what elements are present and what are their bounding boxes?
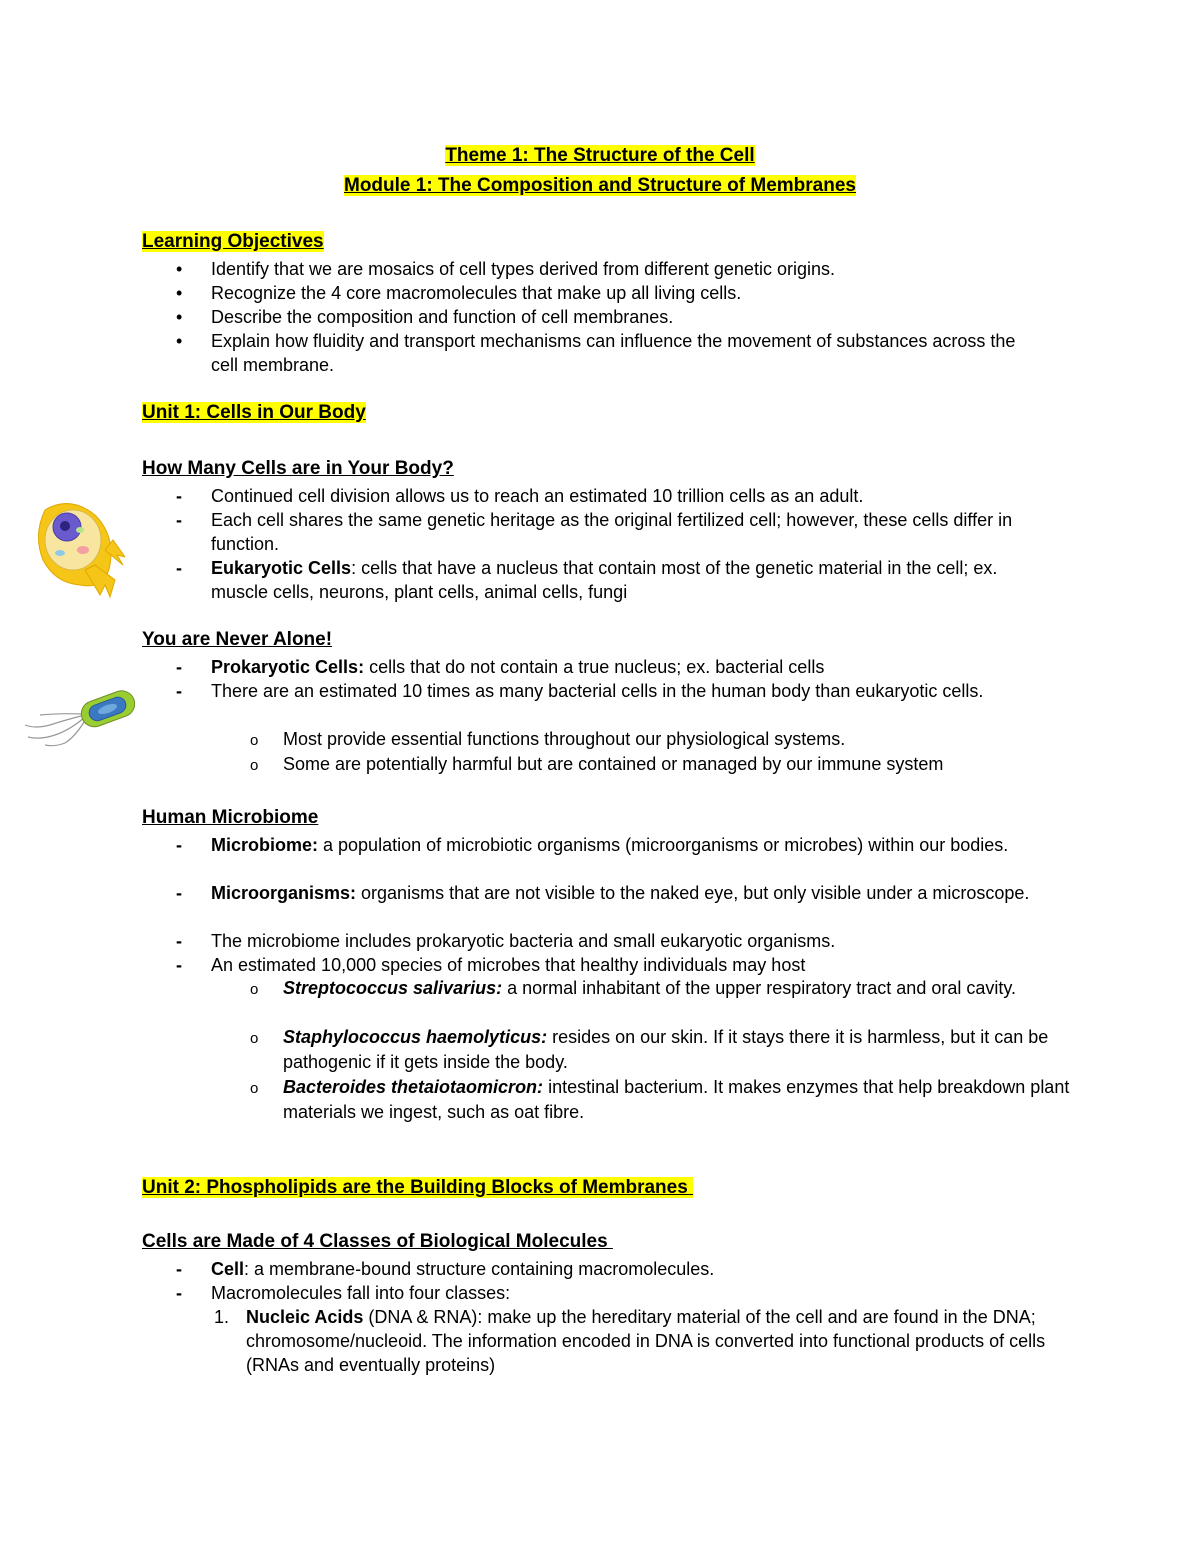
objective-item: Explain how fluidity and transport mechanisms can influence the movement of substances across the cell membrane. [211, 331, 1016, 375]
bacterium-icon [20, 685, 135, 750]
objective-item: Recognize the 4 core macromolecules that make up all living cells. [211, 283, 742, 303]
objective-item: Identify that we are mosaics of cell types derived from different genetic origins. [211, 259, 835, 279]
biological-molecules-heading: Cells are Made of 4 Classes of Biological Molecules [142, 1231, 613, 1252]
list-item: Prokaryotic Cells: cells that do not contain a true nucleus; ex. bacterial cells [211, 657, 825, 677]
how-many-cells-heading: How Many Cells are in Your Body? [142, 458, 454, 479]
circle-marker: o [250, 732, 259, 749]
bullet-marker: • [176, 331, 183, 351]
dash-marker: - [176, 510, 182, 530]
list-item: Macromolecules fall into four classes: [211, 1283, 511, 1303]
list-item: An estimated 10,000 species of microbes that healthy individuals may host [211, 955, 806, 975]
circle-marker: o [250, 981, 259, 998]
dash-marker: - [176, 883, 182, 903]
bullet-marker: • [176, 259, 183, 279]
sub-list-item: Some are potentially harmful but are contained or managed by our immune system [283, 754, 944, 774]
term: Eukaryotic Cells [211, 558, 352, 578]
dash-marker: - [176, 835, 182, 855]
dash-marker: - [176, 955, 182, 975]
species-name: Streptococcus salivarius: [283, 978, 503, 998]
dash-marker: - [176, 657, 182, 677]
dash-marker: - [176, 558, 182, 578]
dash-marker: - [176, 1259, 182, 1279]
eukaryotic-cell-icon [25, 495, 125, 600]
human-microbiome-heading: Human Microbiome [142, 807, 319, 828]
bullet-marker: • [176, 283, 183, 303]
circle-marker: o [250, 1030, 259, 1047]
circle-marker: o [250, 757, 259, 774]
term: Microbiome: [211, 835, 319, 855]
term: Nucleic Acids [246, 1307, 364, 1327]
theme-title: Theme 1: The Structure of the Cell [445, 145, 755, 166]
list-item: Cell: a membrane-bound structure containing macromolecules. [211, 1259, 715, 1279]
term: Microorganisms: [211, 883, 357, 903]
learning-objectives-heading: Learning Objectives [142, 231, 324, 252]
list-item: Continued cell division allows us to reach an estimated 10 trillion cells as an adult. [211, 486, 864, 506]
list-item: Eukaryotic Cells: cells that have a nucleus that contain most of the genetic material in the cell; ex. muscle cells, neurons, plant cells, animal cells, fungi [211, 558, 998, 602]
species-name: Staphylococcus haemolyticus: [283, 1027, 548, 1047]
module-title: Module 1: The Composition and Structure of Membranes [344, 175, 856, 196]
list-item: Microorganisms: organisms that are not visible to the naked eye, but only visible under a microscope. [211, 883, 1030, 903]
unit2-heading: Unit 2: Phospholipids are the Building Blocks of Membranes [142, 1177, 694, 1198]
list-item: There are an estimated 10 times as many bacterial cells in the human body than eukaryotic cells. [211, 681, 984, 701]
bullet-marker: • [176, 307, 183, 327]
number-marker: 1. [214, 1307, 230, 1327]
never-alone-heading: You are Never Alone! [142, 629, 333, 650]
circle-marker: o [250, 1080, 259, 1097]
species-name: Bacteroides thetaiotaomicron: [283, 1077, 544, 1097]
list-item: The microbiome includes prokaryotic bacteria and small eukaryotic organisms. [211, 931, 836, 951]
dash-marker: - [176, 1283, 182, 1303]
sub-list-item: Streptococcus salivarius: a normal inhabitant of the upper respiratory tract and oral cavity. [283, 978, 1017, 998]
dash-marker: - [176, 486, 182, 506]
dash-marker: - [176, 681, 182, 701]
sub-list-item: Most provide essential functions throughout our physiological systems. [283, 729, 846, 749]
unit1-heading: Unit 1: Cells in Our Body [142, 402, 366, 423]
dash-marker: - [176, 931, 182, 951]
term: Prokaryotic Cells: [211, 657, 365, 677]
objective-item: Describe the composition and function of cell membranes. [211, 307, 674, 327]
list-item: Microbiome: a population of microbiotic organisms (microorganisms or microbes) within our bodies. [211, 835, 1009, 855]
sub-list-item: Staphylococcus haemolyticus: resides on our skin. If it stays there it is harmless, but it can be pathogenic if it gets inside the body. [283, 1027, 1049, 1072]
list-item: Each cell shares the same genetic heritage as the original fertilized cell; however, these cells differ in function. [211, 510, 1013, 554]
sub-list-item: Bacteroides thetaiotaomicron: intestinal bacterium. It makes enzymes that help breakdown plant materials we ingest, such as oat fibre. [283, 1077, 1070, 1122]
numbered-item: Nucleic Acids (DNA & RNA): make up the hereditary material of the cell and are found in the DNA; chromosome/nucleoid. The information encoded in DNA is converted into functional products of cells (RNAs and eventually proteins) [246, 1307, 1046, 1375]
term: Cell [211, 1259, 245, 1279]
